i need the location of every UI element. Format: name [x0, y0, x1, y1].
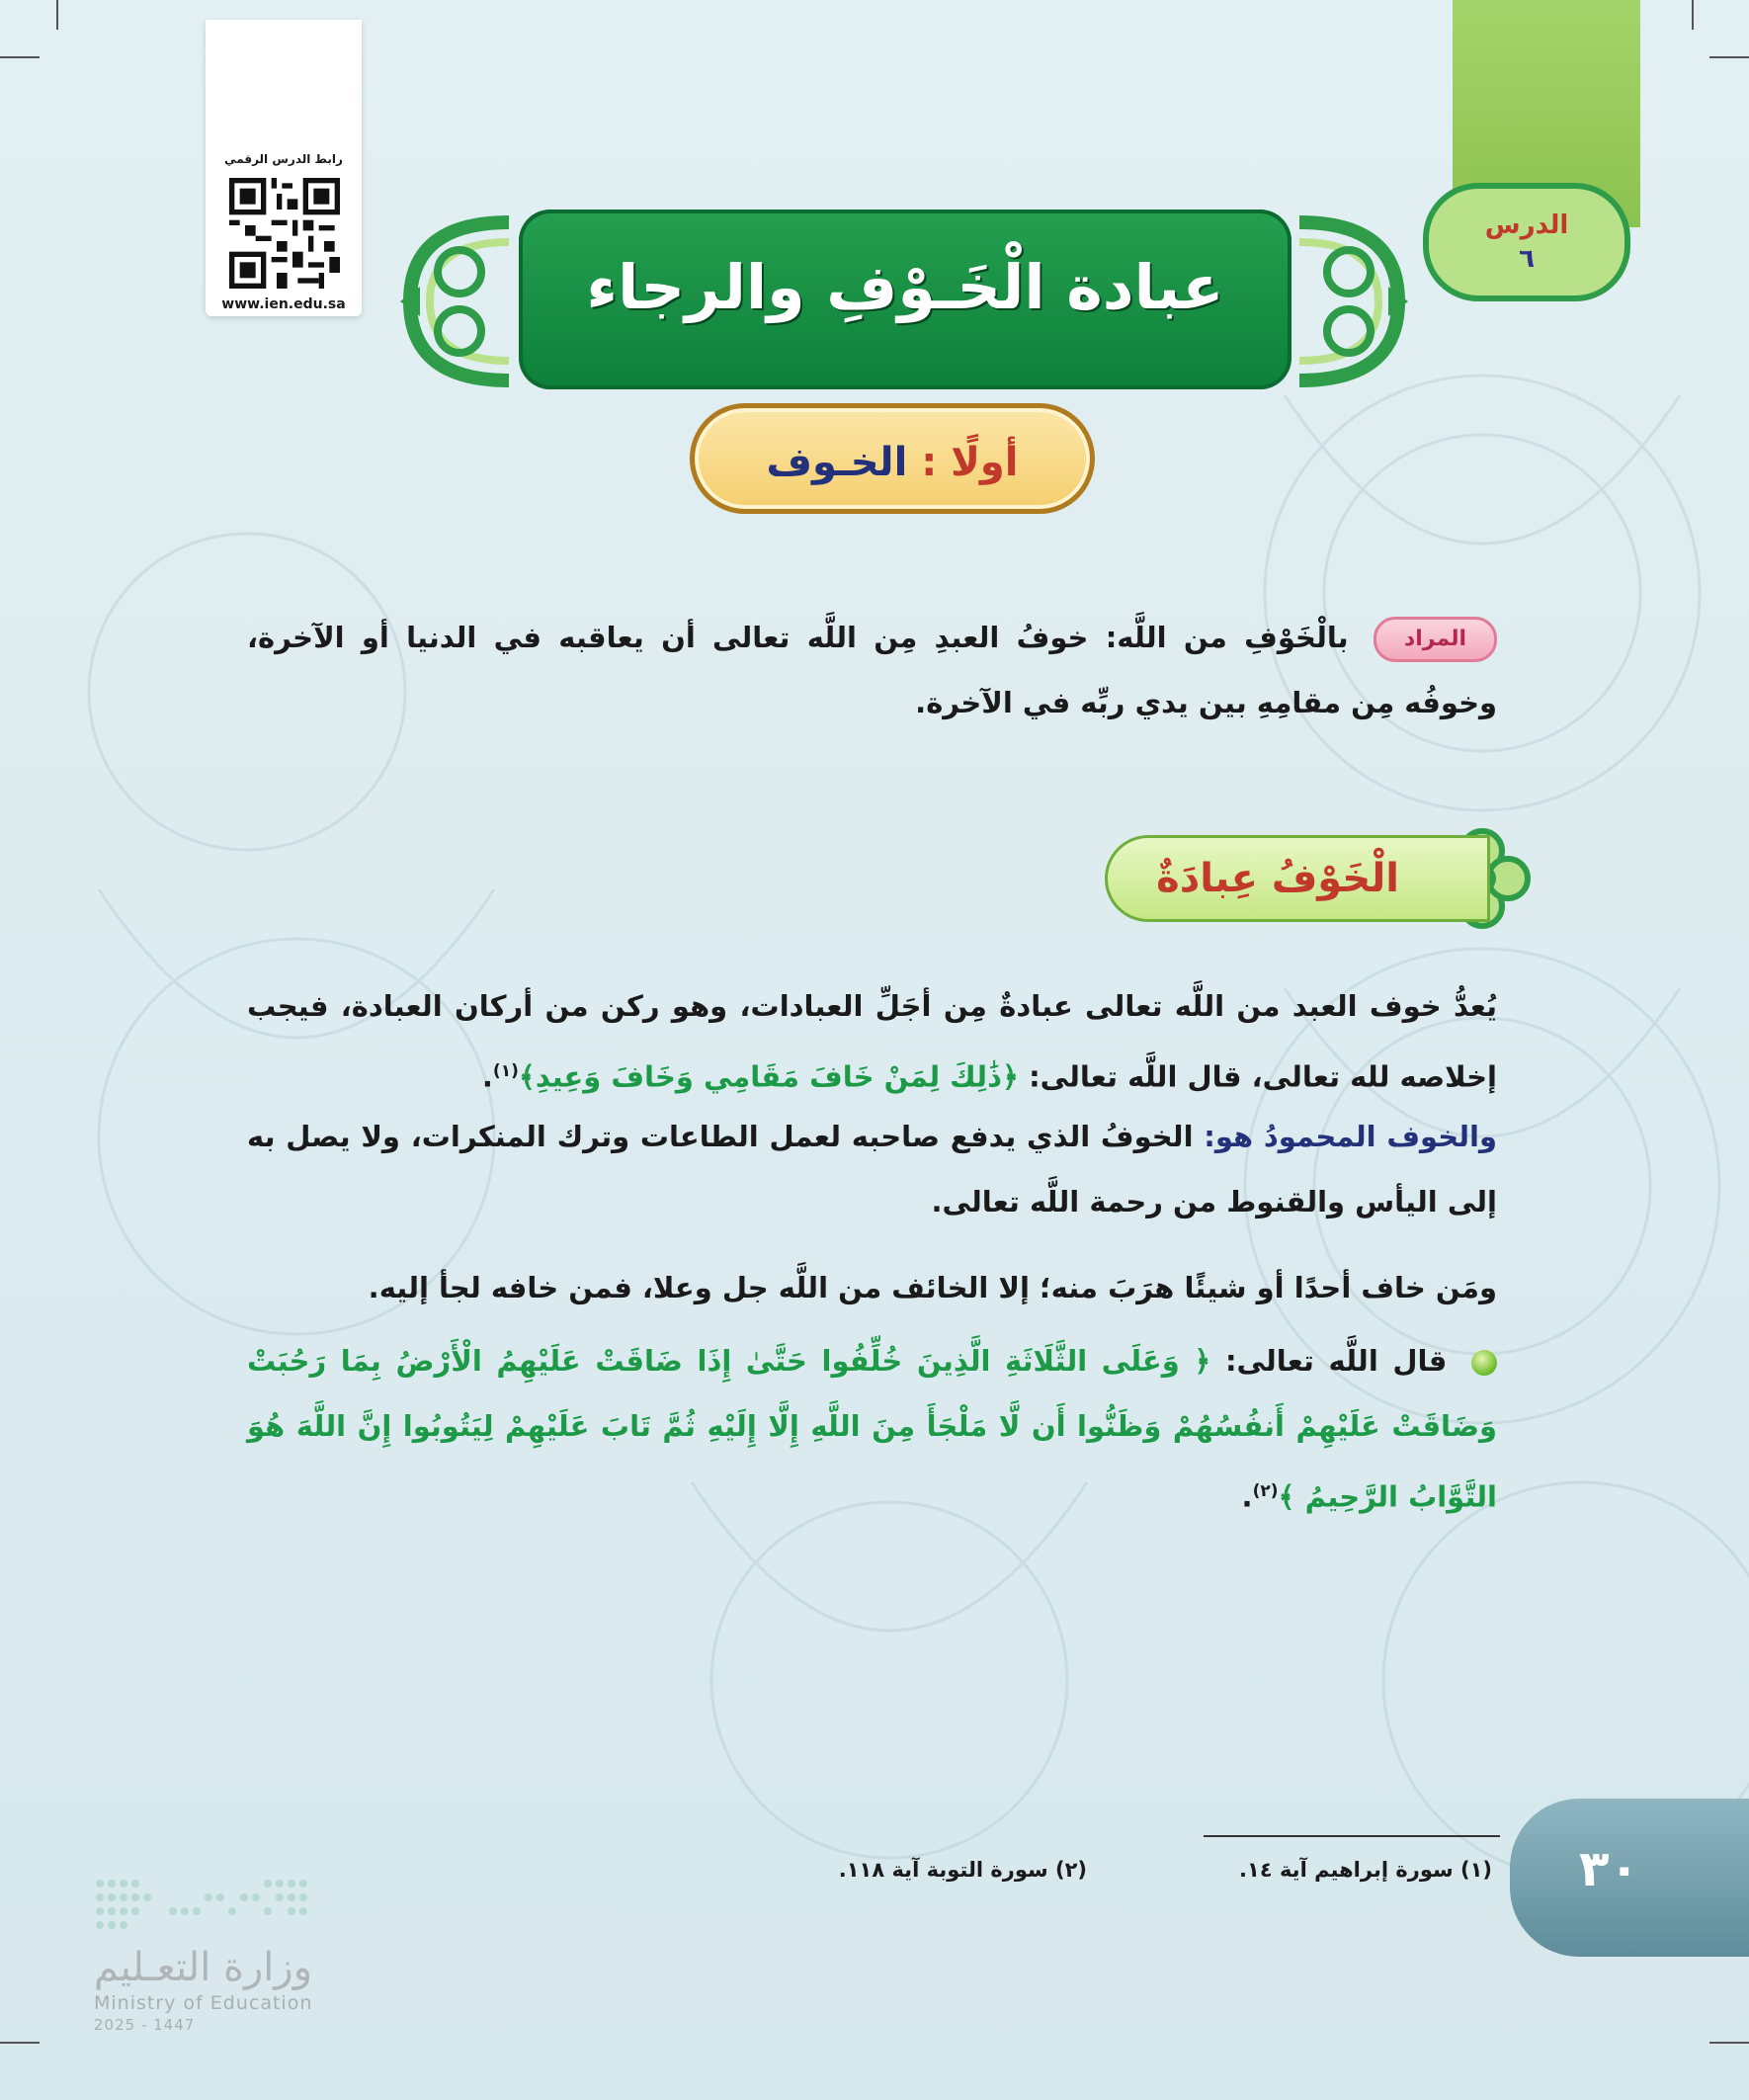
footnote-ref-2: (٢) [1252, 1481, 1279, 1501]
crop-mark [0, 2042, 40, 2044]
definition-tag: المراد [1374, 617, 1497, 662]
ministry-dots-icon [94, 1876, 311, 1933]
qr-code-icon[interactable] [229, 178, 340, 289]
paragraph-2-lead: والخوف المحمودُ هو: [1204, 1120, 1497, 1153]
quran-verse-2: ﴿ وَعَلَى الثَّلَاثَةِ الَّذِينَ خُلِّفُوا حَتَّىٰ إِذَا ضَاقَتْ عَلَيْهِمُ الْأَرْضُ بِمَا رَحُبَتْ وَضَاقَتْ عَلَيْهِمْ أَنفُسُهُمْ وَظَنُّوا أَن لَّا مَلْجَأَ مِنَ اللَّهِ إِلَّا إِلَيْهِ ثُمَّ تَابَ عَلَيْهِمْ لِيَتُوبُوا إِنَّ اللَّهَ هُوَ التَّوَّابُ الرَّحِيمُ ﴾ [247, 1344, 1497, 1514]
left-ornament-icon [390, 203, 519, 400]
ministry-year: 2025 - 1447 [94, 2016, 196, 2034]
qr-card[interactable] [206, 20, 362, 316]
paragraph-1-text: يُعدُّ خوف العبد من اللَّه تعالى عبادةٌ مِن أجَلِّ العبادات، وهو ركن من أركان العبادة، فيجب إخلاصه لله تعالى، قال اللَّه تعالى: [247, 989, 1497, 1094]
ministry-logo [94, 1876, 331, 2034]
section-heading-second: الخـوف [766, 440, 908, 485]
lesson-badge [1423, 183, 1630, 301]
lesson-number: ٦ [1519, 244, 1535, 274]
crop-mark [1709, 56, 1749, 58]
lesson-label: الدرس [1484, 210, 1569, 240]
page-title: عبادة الْخَـوْفِ والرجاء [586, 251, 1224, 323]
footnote-ref-1: (١) [492, 1061, 519, 1081]
definition-text: بالْخَوْفِ من اللَّه: خوفُ العبدِ مِن اللَّه تعالى أن يعاقبه في الدنيا أو الآخرة، وخوفُه مِن مقامِهِ بين يدي ربِّه في الآخرة. [247, 621, 1497, 719]
ministry-arabic: وزارة التعـليم [94, 1945, 313, 1990]
footnote-2: (٢) سورة التوبة آية ١١٨. [838, 1858, 1087, 1882]
crop-mark [0, 56, 40, 58]
section-heading-title: الْخَوْفُ عِبادَةٌ [1156, 856, 1399, 901]
crop-mark [56, 0, 58, 30]
paragraph-1: يُعدُّ خوف العبد من اللَّه تعالى عبادةٌ مِن أجَلِّ العبادات، وهو ركن من أركان العبادة، فيجب إخلاصه لله تعالى، قال اللَّه تعالى: ﴿ذَٰلِكَ لِمَنْ خَافَ مَقَامِي وَخَافَ وَعِيدِ﴾$^{(١)}$. [247, 989, 1497, 1094]
paragraph-4-lead: قال اللَّه تعالى: [1224, 1344, 1448, 1378]
paragraph-4: قال اللَّه تعالى: ﴿ وَعَلَى الثَّلَاثَةِ الَّذِينَ خُلِّفُوا حَتَّىٰ إِذَا ضَاقَتْ عَلَيْهِمُ الْأَرْضُ بِمَا رَحُبَتْ وَضَاقَتْ عَلَيْهِمْ أَنفُسُهُمْ وَظَنُّوا أَن لَّا مَلْجَأَ مِنَ اللَّهِ إِلَّا إِلَيْهِ ثُمَّ تَابَ عَلَيْهِمْ لِيَتُوبُوا إِنَّ اللَّهَ هُوَ التَّوَّابُ الرَّحِيمُ ﴾$^{(٢)}$. [247, 1344, 1497, 1514]
qr-caption: رابط الدرس الرقمي [224, 152, 343, 166]
section-heading-khawf-ibadah [1105, 835, 1490, 922]
ministry-english: Ministry of Education [94, 1992, 313, 2014]
footnote-1: (١) سورة إبراهيم آية ١٤. [1239, 1858, 1492, 1882]
title-banner [519, 210, 1291, 389]
crop-mark [1709, 2042, 1749, 2044]
qr-url[interactable]: www.ien.edu.sa [221, 296, 346, 312]
section-heading-khawf [690, 403, 1095, 514]
paragraph-3-text: ومَن خاف أحدًا أو شيئًا هرَبَ منه؛ إلا الخائف من اللَّه جل وعلا، فمن خافه لجأ إليه. [368, 1271, 1497, 1304]
section-heading-first: أولًا : [921, 440, 1019, 485]
paragraph-2 [247, 1104, 1497, 1234]
definition-paragraph [247, 605, 1497, 735]
footnote-divider [1204, 1835, 1500, 1837]
paragraph-2-text: الخوفُ الذي يدفع صاحبه لعمل الطاعات وترك المنكرات، ولا يصل به إلى اليأس والقنوط من رحمة اللَّه تعالى. [247, 1120, 1497, 1218]
page-number: ٣٠ [1579, 1840, 1640, 1897]
bullet-icon [1471, 1350, 1497, 1376]
crop-mark [1692, 0, 1694, 30]
section-heading-text [695, 440, 1090, 485]
page-number-tab [1510, 1799, 1749, 1957]
quran-verse-1: ﴿ذَٰلِكَ لِمَنْ خَافَ مَقَامِي وَخَافَ وَعِيدِ﴾ [518, 1059, 1019, 1094]
paragraph-3 [247, 1255, 1497, 1320]
right-ornament-icon [1290, 203, 1418, 400]
